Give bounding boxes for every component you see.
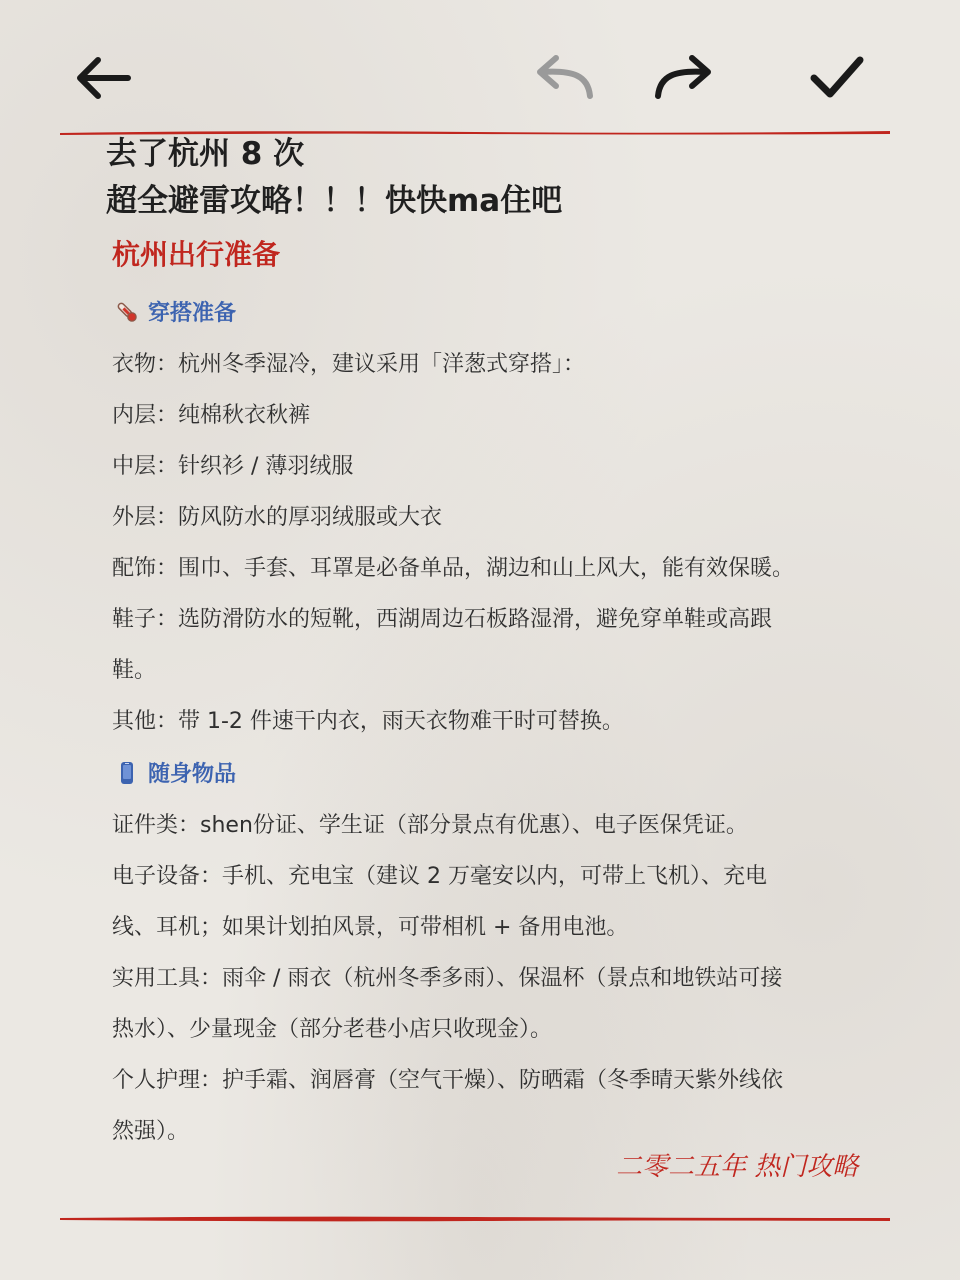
list-item: 个人护理：护手霜、润唇膏（空气干燥）、防晒霜（冬季晴天紫外线依	[112, 1068, 784, 1093]
list-item: 鞋子：选防滑防水的短靴，西湖周边石板路湿滑，避免穿单鞋或高跟	[112, 607, 773, 632]
list-item: 中层：针织衫 / 薄羽绒服	[112, 454, 354, 479]
bottom-red-rule	[60, 1214, 890, 1222]
undo-icon[interactable]	[528, 50, 598, 106]
list-item: 然强）。	[112, 1119, 190, 1144]
title-line-1: 去了杭州 8 次	[106, 136, 305, 172]
list-item: 电子设备：手机、充电宝（建议 2 万毫安以内，可带上飞机）、充电	[112, 864, 767, 889]
list-item: 证件类：shen份证、学生证（部分景点有优惠）、电子医保凭证。	[112, 813, 748, 838]
list-item: 外层：防风防水的厚羽绒服或大衣	[112, 505, 443, 530]
items-heading-label: 随身物品	[148, 762, 237, 787]
list-item: 衣物：杭州冬季湿冷，建议采用「洋葱式穿搭」：	[112, 352, 586, 377]
back-arrow-icon[interactable]	[68, 50, 138, 106]
list-item: 鞋。	[112, 658, 157, 683]
phone-icon	[114, 760, 140, 786]
clothing-paragraph	[112, 339, 822, 747]
list-item: 实用工具：雨伞 / 雨衣（杭州冬季多雨）、保温杯（景点和地铁站可接	[112, 966, 783, 991]
list-item: 配饰：围巾、手套、耳罩是必备单品，湖边和山上风大，能有效保暖。	[112, 556, 795, 581]
list-item: 线、耳机；如果计划拍风景，可带相机 + 备用电池。	[112, 915, 629, 940]
clothing-heading-label: 穿搭准备	[148, 301, 237, 326]
thermometer-icon	[114, 299, 140, 325]
redo-icon[interactable]	[650, 50, 720, 106]
items-paragraph	[112, 800, 822, 1157]
list-item: 内层：纯棉秋衣秋裤	[112, 403, 311, 428]
items-heading	[114, 757, 236, 788]
list-item: 热水）、少量现金（部分老巷小店只收现金）。	[112, 1017, 553, 1042]
check-icon[interactable]	[802, 50, 872, 106]
footer-note: 二零二五年 热门攻略	[616, 1152, 859, 1182]
clothing-heading	[114, 296, 236, 327]
list-item: 其他：带 1-2 件速干内衣，雨天衣物难干时可替换。	[112, 709, 624, 734]
title-line-2: 超全避雷攻略！！！快快ma住吧	[106, 183, 563, 219]
section-title: 杭州出行准备	[112, 238, 281, 271]
